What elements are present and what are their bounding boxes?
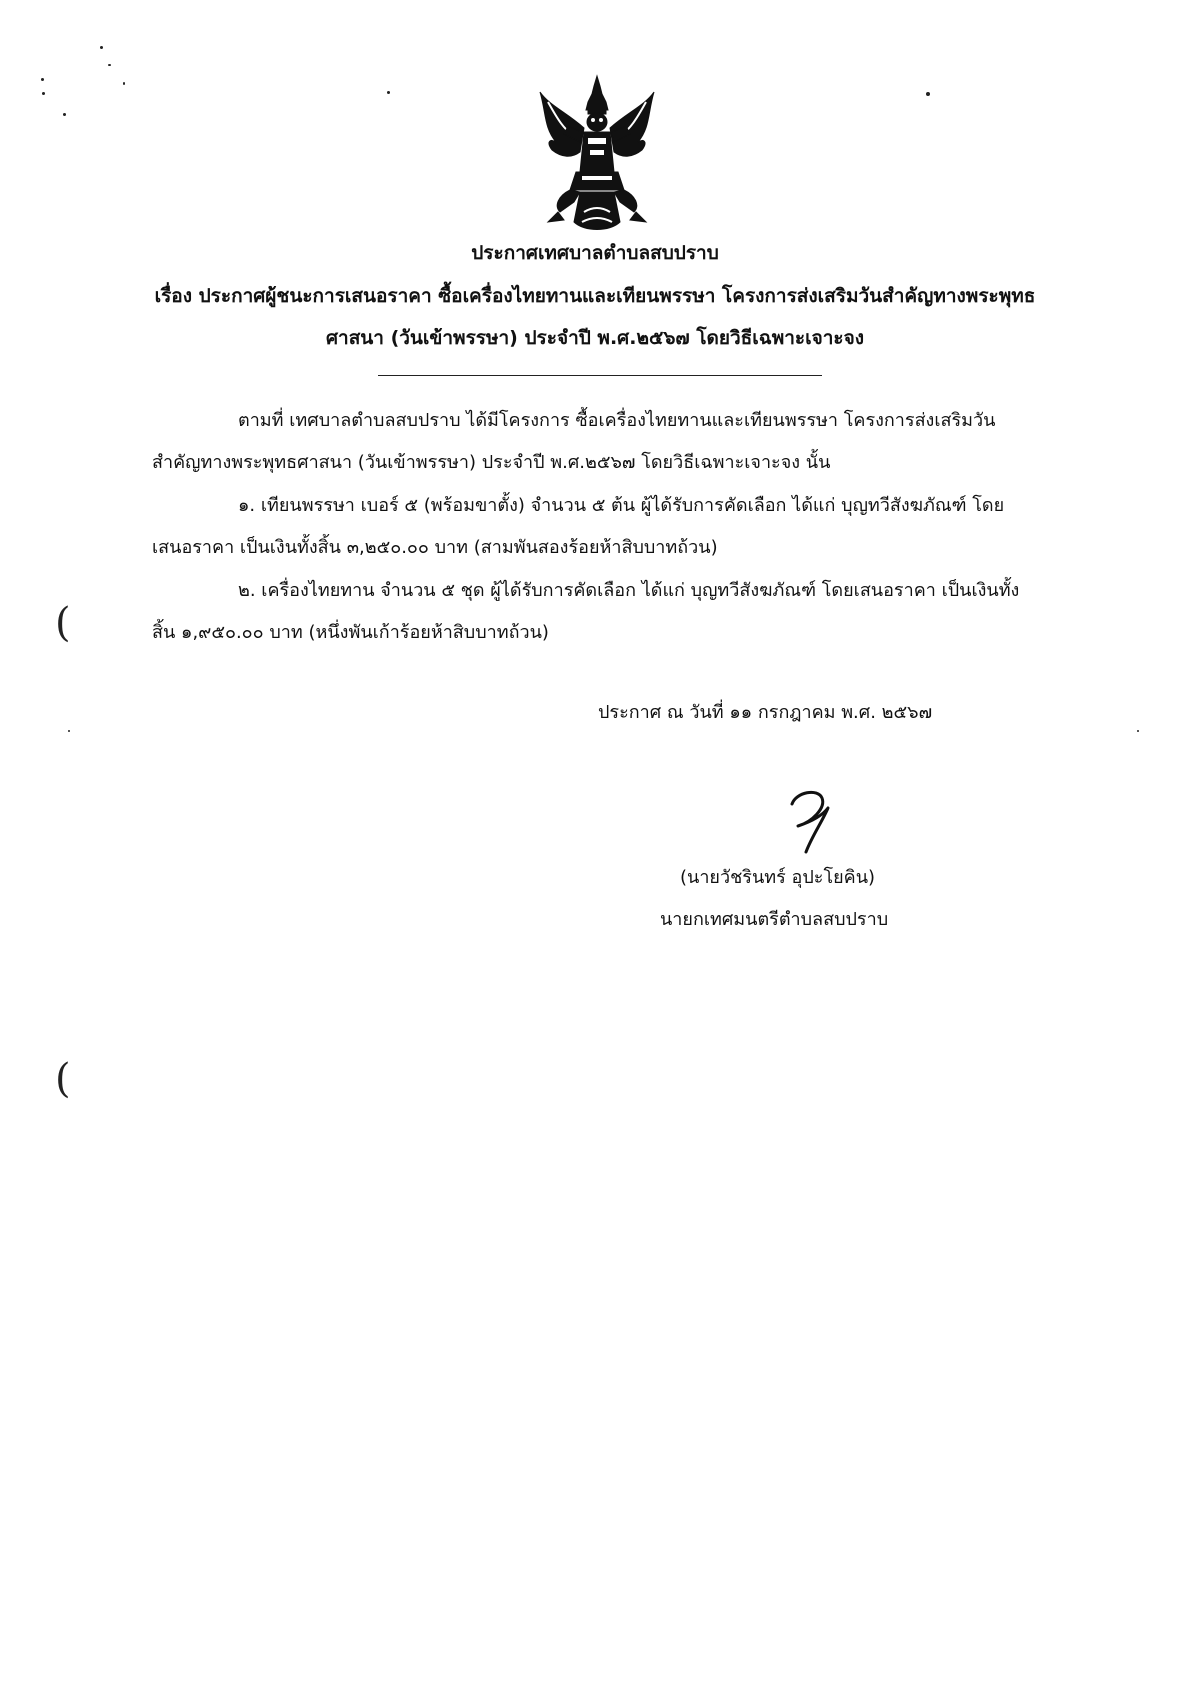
punch-hole-mark: ( (55, 600, 71, 646)
scan-speck (100, 46, 103, 49)
scan-speck (68, 730, 70, 732)
item-2-line-1: ๒. เครื่องไทยทาน จำนวน ๕ ชุด ผู้ได้รับการคัดเลือก ได้แก่ บุญทวีสังฆภัณฑ์ โดยเสนอราคา เป็นเงินทั้ง (238, 580, 1020, 601)
scan-speck (63, 113, 66, 116)
scan-speck (387, 91, 390, 94)
item-1-line-2: เสนอราคา เป็นเงินทั้งสิ้น ๓,๒๕๐.๐๐ บาท (สามพันสองร้อยห้าสิบบาทถ้วน) (152, 537, 718, 558)
punch-hole-mark: ( (55, 1056, 71, 1102)
signatory-position: นายกเทศมนตรีตำบลสบปราบ (660, 909, 889, 930)
scan-speck (42, 92, 45, 95)
scan-speck (123, 82, 125, 85)
handwritten-signature-icon (762, 782, 842, 862)
item-1-line-1: ๑. เทียนพรรษา เบอร์ ๕ (พร้อมขาตั้ง) จำนวน ๕ ต้น ผู้ได้รับการคัดเลือก ได้แก่ บุญทวีสังฆภัณฑ์ โดย (238, 495, 1005, 516)
item-2-line-2: สิ้น ๑,๙๕๐.๐๐ บาท (หนึ่งพันเก้าร้อยห้าสิบบาทถ้วน) (152, 622, 549, 643)
scan-speck (1137, 730, 1139, 732)
scan-speck (108, 64, 111, 66)
document-org-title: ประกาศเทศบาลตำบลสบปราบ (471, 242, 719, 264)
announcement-date: ประกาศ ณ วันที่ ๑๑ กรกฎาคม พ.ศ. ๒๕๖๗ (598, 702, 933, 723)
garuda-emblem-icon (536, 72, 658, 238)
scan-speck (926, 92, 930, 96)
intro-paragraph-line-2: สำคัญทางพระพุทธศาสนา (วันเข้าพรรษา) ประจำปี พ.ศ.๒๕๖๗ โดยวิธีเฉพาะเจาะจง นั้น (152, 452, 831, 473)
intro-paragraph-line-1: ตามที่ เทศบาลตำบลสบปราบ ได้มีโครงการ ซื้อเครื่องไทยทานและเทียนพรรษา โครงการส่งเสริมวัน (238, 410, 996, 431)
signatory-name: (นายวัชรินทร์ อุปะโยคิน) (680, 867, 876, 888)
heading-divider (378, 375, 822, 376)
document-subject-line-1: เรื่อง ประกาศผู้ชนะการเสนอราคา ซื้อเครื่องไทยทานและเทียนพรรษา โครงการส่งเสริมวันสำคัญทางพระพุทธ (154, 285, 1036, 307)
scan-speck (41, 78, 44, 81)
document-subject-line-2: ศาสนา (วันเข้าพรรษา) ประจำปี พ.ศ.๒๕๖๗ โดยวิธีเฉพาะเจาะจง (325, 327, 865, 349)
